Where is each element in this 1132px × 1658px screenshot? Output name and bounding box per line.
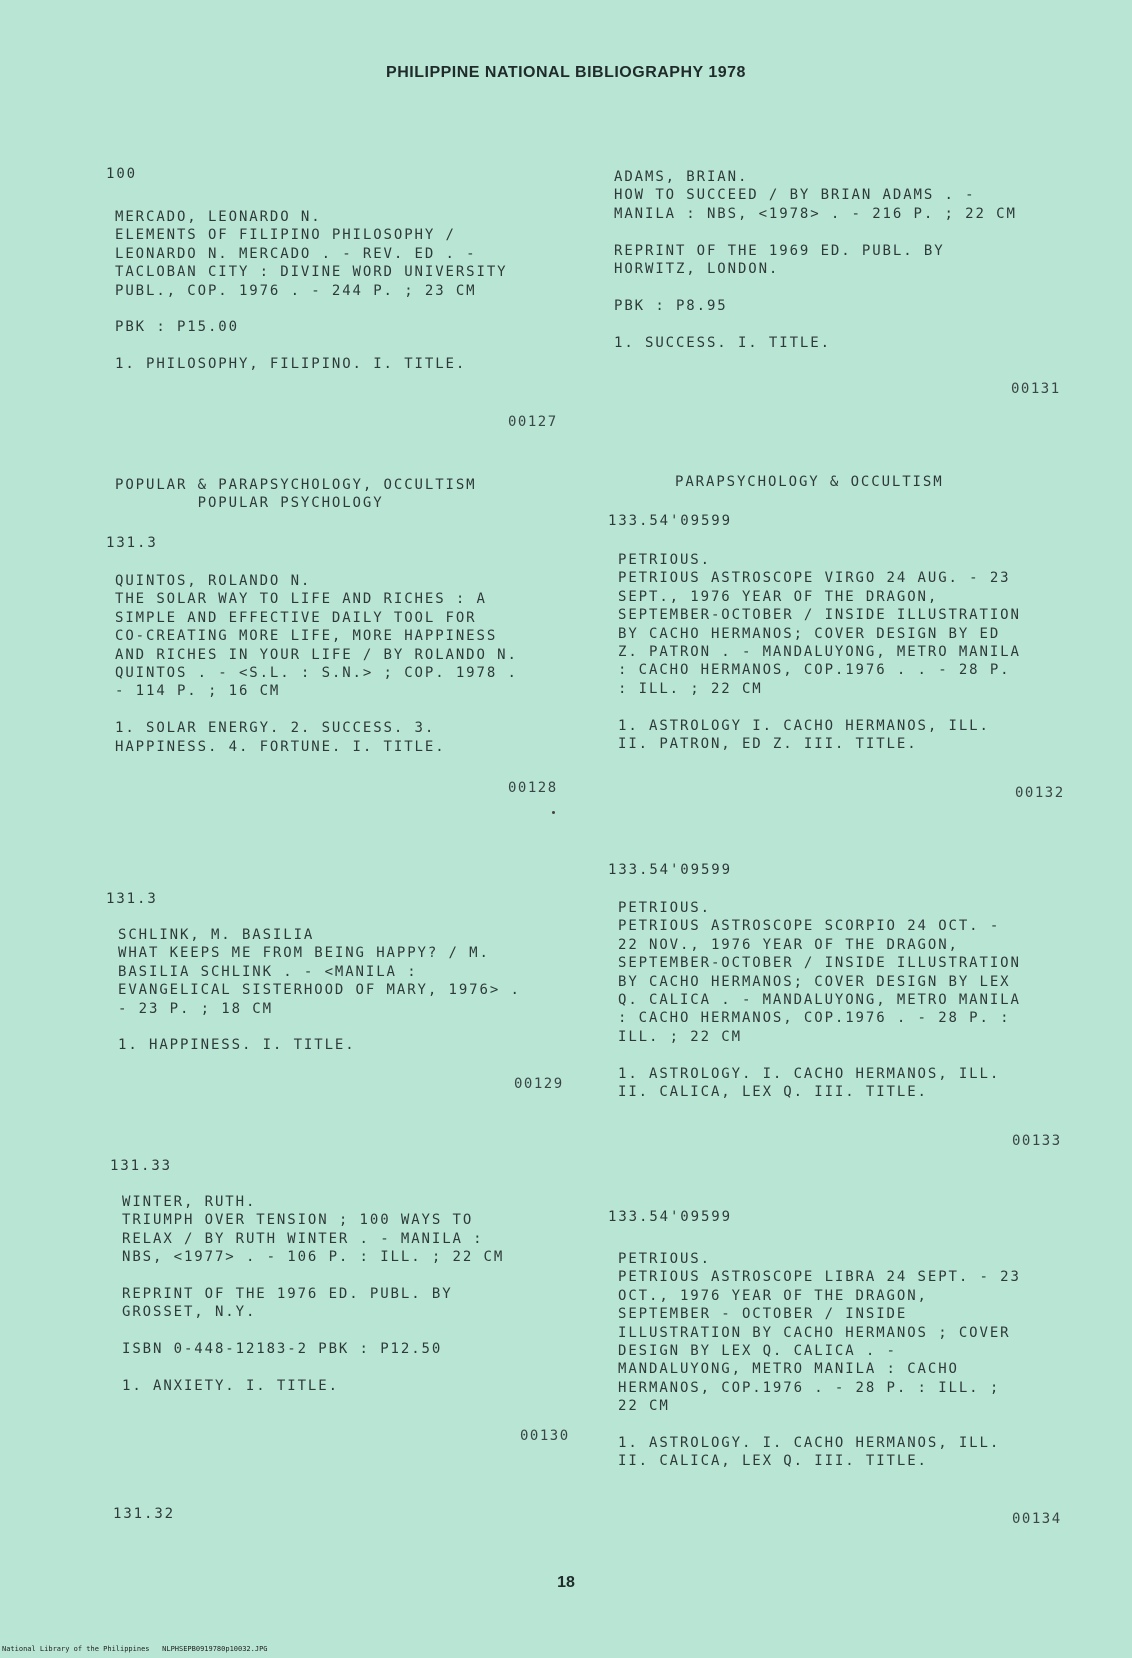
- entry-00127-class-number: 100: [106, 166, 137, 182]
- ink-speck: [552, 811, 555, 814]
- entry-00128-record: QUINTOS, ROLANDO N. THE SOLAR WAY TO LIFE AND RICHES : A SIMPLE AND EFFECTIVE DAILY TOOL FOR CO-CREATING MORE LIFE, MORE HAPPINESS AND RICHES IN YOUR LIFE / BY ROLANDO N. QUINTOS . - <S.L. : S.N.> ; COP. 1978 . - 114 P. ; 16 CM 1. SOLAR ENERGY. 2. SUCCESS. 3. HAPPINESS. 4. FORTUNE. I. TITLE.: [115, 573, 518, 755]
- entry-00132-control-number: 00132: [1015, 785, 1065, 801]
- entry-00133-class-number: 133.54'09599: [608, 862, 732, 878]
- entry-00133-record: PETRIOUS. PETRIOUS ASTROSCOPE SCORPIO 24 OCT. - 22 NOV., 1976 YEAR OF THE DRAGON, SEPTEMBER-OCTOBER / INSIDE ILLUSTRATION BY CACHO HERMANOS; COVER DESIGN BY LEX Q. CALICA . - MANDALUYONG, METRO MANILA : CACHO HERMANOS, COP.1976 . - 28 P. : ILL. ; 22 CM 1. ASTROLOGY. I. CACHO HERMANOS, ILL. II. CALICA, LEX Q. III. TITLE.: [618, 900, 1021, 1101]
- entry-00129-record: SCHLINK, M. BASILIA WHAT KEEPS ME FROM BEING HAPPY? / M. BASILIA SCHLINK . - <MANILA : EVANGELICAL SISTERHOOD OF MARY, 1976> . - 23 P. ; 18 CM 1. HAPPINESS. I. TITLE.: [118, 927, 521, 1054]
- entry-00131-record: ADAMS, BRIAN. HOW TO SUCCEED / BY BRIAN ADAMS . - MANILA : NBS, <1978> . - 216 P. ; 22 CM REPRINT OF THE 1969 ED. PUBL. BY HORWITZ, LONDON. PBK : P8.95 1. SUCCESS. I. TITLE.: [614, 169, 1017, 351]
- page-number: 18: [557, 1574, 575, 1591]
- scan-credit: National Library of the Philippines NLPHSEPB0919780p10032.JPG: [2, 1645, 268, 1653]
- page-title: PHILIPPINE NATIONAL BIBLIOGRAPHY 1978: [386, 64, 746, 81]
- section-heading-popular-psychology: POPULAR & PARAPSYCHOLOGY, OCCULTISM POPULAR PSYCHOLOGY: [115, 477, 477, 512]
- entry-00127-record: MERCADO, LEONARDO N. ELEMENTS OF FILIPINO PHILOSOPHY / LEONARDO N. MERCADO . - REV. ED . - TACLOBAN CITY : DIVINE WORD UNIVERSITY PUBL., COP. 1976 . - 244 P. ; 23 CM PBK : P15.00 1. PHILOSOPHY, FILIPINO. I. TITLE.: [115, 209, 508, 373]
- entry-00133-control-number: 00133: [1012, 1133, 1062, 1149]
- entry-00130-class-number: 131.33: [110, 1158, 172, 1174]
- entry-00130-record: WINTER, RUTH. TRIUMPH OVER TENSION ; 100 WAYS TO RELAX / BY RUTH WINTER . - MANILA : NBS, <1977> . - 106 P. : ILL. ; 22 CM REPRINT OF THE 1976 ED. PUBL. BY GROSSET, N.Y. ISBN 0-448-12183-2 PBK : P12.50 1. ANXIETY. I. TITLE.: [122, 1194, 505, 1395]
- entry-00134-control-number: 00134: [1012, 1511, 1062, 1527]
- entry-00128-class-number: 131.3: [106, 535, 158, 551]
- entry-00129-class-number: 131.3: [106, 891, 158, 907]
- entry-00127-control-number: 00127: [508, 414, 558, 430]
- section-heading-parapsychology: PARAPSYCHOLOGY & OCCULTISM: [675, 474, 944, 490]
- entry-00131-control-number: 00131: [1011, 381, 1061, 397]
- entry-00132-record: PETRIOUS. PETRIOUS ASTROSCOPE VIRGO 24 AUG. - 23 SEPT., 1976 YEAR OF THE DRAGON, SEPTEMBER-OCTOBER / INSIDE ILLUSTRATION BY CACHO HERMANOS; COVER DESIGN BY ED Z. PATRON . - MANDALUYONG, METRO MANILA : CACHO HERMANOS, COP.1976 . . - 28 P. : ILL. ; 22 CM 1. ASTROLOGY I. CACHO HERMANOS, ILL. II. PATRON, ED Z. III. TITLE.: [618, 552, 1021, 753]
- entry-00129-control-number: 00129: [514, 1076, 564, 1092]
- entry-00132-class-number: 133.54'09599: [608, 513, 732, 529]
- entry-00134-record: PETRIOUS. PETRIOUS ASTROSCOPE LIBRA 24 SEPT. - 23 OCT., 1976 YEAR OF THE DRAGON, SEPTEMBER - OCTOBER / INSIDE ILLUSTRATION BY CACHO HERMANOS ; COVER DESIGN BY LEX Q. CALICA . - MANDALUYONG, METRO MANILA : CACHO HERMANOS, COP.1976 . - 28 P. : ILL. ; 22 CM 1. ASTROLOGY. I. CACHO HERMANOS, ILL. II. CALICA, LEX Q. III. TITLE.: [618, 1251, 1021, 1470]
- entry-00130-control-number: 00130: [520, 1428, 570, 1444]
- next-entry-class-number: 131.32: [113, 1506, 175, 1522]
- entry-00128-control-number: 00128: [508, 780, 558, 796]
- entry-00134-class-number: 133.54'09599: [608, 1209, 732, 1225]
